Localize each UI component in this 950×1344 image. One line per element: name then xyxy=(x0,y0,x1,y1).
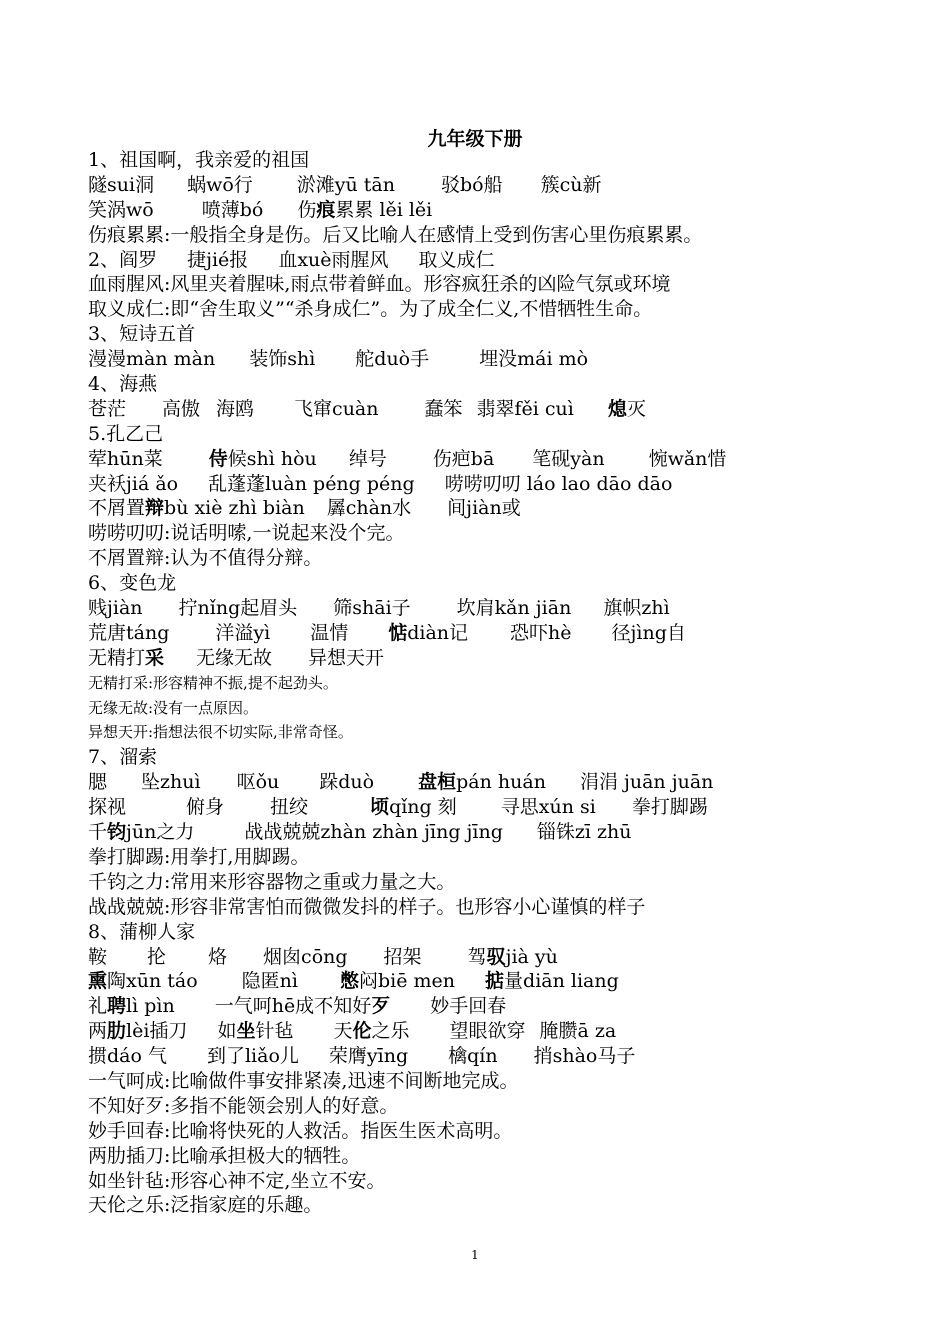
text-segment: 千钧之力:常用来形容器物之重或力量之大。 xyxy=(88,870,456,893)
text-segment: 鞍 xyxy=(88,945,108,968)
text-segment: 贱jiàn xyxy=(88,597,143,620)
text-segment: 取义成仁 xyxy=(418,248,495,271)
bold-character: 惦 xyxy=(388,621,408,644)
text-line xyxy=(88,173,928,198)
text-line xyxy=(88,272,928,297)
text-segment: 烙 xyxy=(208,945,228,968)
text-segment: 唠唠叨叨:说话明嗦,一说起来没个完。 xyxy=(88,522,405,545)
text-segment: 针毡 xyxy=(255,1020,294,1043)
text-segment: 跺duò xyxy=(319,771,375,794)
text-line xyxy=(88,546,928,571)
text-segment: 俯身 xyxy=(186,796,225,819)
bold-character: 聘 xyxy=(107,995,127,1018)
text-segment: 腮 xyxy=(88,771,108,794)
text-segment: 抡 xyxy=(147,945,167,968)
text-segment: 荒唐táng xyxy=(88,621,170,644)
text-line xyxy=(88,994,928,1019)
text-line xyxy=(88,870,928,895)
text-line xyxy=(88,297,928,322)
text-segment: 扭绞 xyxy=(270,796,309,819)
text-segment: 候shì hòu xyxy=(227,447,317,470)
bold-character: 熏 xyxy=(88,970,108,993)
text-segment: 异想天开 xyxy=(308,646,385,669)
text-segment: 如 xyxy=(217,1020,237,1043)
text-segment: 7、溜索 xyxy=(88,746,158,769)
text-segment: 到了liǎo儿 xyxy=(206,1045,299,1068)
text-line xyxy=(88,198,928,223)
text-segment: 笔砚yàn xyxy=(532,447,605,470)
text-segment: 不知好歹:多指不能领会别人的好意。 xyxy=(88,1094,399,1117)
text-segment: 闷biē men xyxy=(359,970,456,993)
text-segment: 礼 xyxy=(88,995,108,1018)
text-line xyxy=(88,845,928,870)
text-segment: 妙手回春:比喻将快死的人救活。指医生医术高明。 xyxy=(88,1119,513,1142)
text-segment: 坎肩kǎn jiān xyxy=(456,597,572,620)
text-segment: 苍茫 xyxy=(88,397,127,420)
text-segment: 血雨腥风:风里夹着腥味,雨点带着鲜血。形容疯狂杀的凶险气氛或环境 xyxy=(88,273,671,296)
text-line xyxy=(88,521,928,546)
text-line xyxy=(88,696,928,721)
text-segment: 飞窜cuàn xyxy=(294,397,379,420)
text-segment: 隧sui洞 xyxy=(88,173,155,196)
text-segment: 漫漫màn màn xyxy=(88,348,216,371)
text-segment: 6、变色龙 xyxy=(88,572,177,595)
text-segment: 舵duò手 xyxy=(355,348,430,371)
document-body xyxy=(88,148,928,1218)
text-segment: 乱蓬蓬luàn péng péng xyxy=(208,472,415,495)
text-line xyxy=(88,745,928,770)
text-segment: jūn之力 xyxy=(126,821,195,844)
text-line xyxy=(88,969,928,994)
text-segment: 4、海燕 xyxy=(88,373,158,396)
text-segment: 翡翠fěi cuì xyxy=(476,397,574,420)
bold-character: 盘桓 xyxy=(418,771,457,794)
text-segment: 5.孔乙己 xyxy=(88,422,164,445)
bold-character: 憋 xyxy=(339,970,359,993)
text-line xyxy=(88,720,928,745)
text-segment: 招架 xyxy=(383,945,422,968)
bold-character: 歹 xyxy=(371,995,391,1018)
text-segment: 寻思xún si xyxy=(500,796,596,819)
text-line xyxy=(88,820,928,845)
text-segment: 蠢笨 xyxy=(424,397,463,420)
text-line xyxy=(88,1144,928,1169)
text-segment: 呕ǒu xyxy=(236,771,280,794)
text-segment: 唠唠叨叨 láo lao dāo dāo xyxy=(444,472,673,495)
text-segment: bù xiè zhì biàn xyxy=(164,497,305,520)
text-segment: 陶xūn táo xyxy=(107,970,198,993)
text-segment: 量diān liang xyxy=(504,970,619,993)
text-segment: 不屑置辩:认为不值得分辩。 xyxy=(88,547,323,570)
text-segment: 温情 xyxy=(310,621,349,644)
text-segment: 坠zhuì xyxy=(141,771,201,794)
bold-character: 钧 xyxy=(107,821,127,844)
text-segment: 荣膺yīng xyxy=(328,1045,409,1068)
text-segment: 无缘无故:没有一点原因。 xyxy=(88,698,259,717)
text-segment: 天 xyxy=(333,1020,353,1043)
text-segment: 烟囱cōng xyxy=(263,945,348,968)
text-segment: 无精打采:形容精神不振,提不起劲头。 xyxy=(88,673,338,692)
text-segment: 战战兢兢zhàn zhàn jīng jīng xyxy=(244,821,503,844)
text-segment: 笑涡wō xyxy=(88,198,154,221)
text-segment: lèi插刀 xyxy=(126,1020,188,1043)
text-segment: 恐吓hè xyxy=(510,621,572,644)
bold-character: 掂 xyxy=(485,970,505,993)
bold-character: 伦 xyxy=(352,1020,372,1043)
text-segment: 2、阎罗 xyxy=(88,248,158,271)
text-segment: 装饰shì xyxy=(249,348,316,371)
text-segment: 径jìng自 xyxy=(611,621,686,644)
text-segment: 灭 xyxy=(626,397,646,420)
text-segment: 捎shào马子 xyxy=(533,1045,636,1068)
bold-character: 侍 xyxy=(208,447,228,470)
text-segment: 无缘无故 xyxy=(196,646,273,669)
text-segment: 两 xyxy=(88,1020,108,1043)
text-segment: 腌臜ā za xyxy=(539,1020,617,1043)
text-segment: 驾 xyxy=(467,945,487,968)
text-segment: 埋没mái mò xyxy=(479,348,589,371)
bold-character: 采 xyxy=(145,646,165,669)
text-segment: 千 xyxy=(88,821,108,844)
text-line xyxy=(88,1044,928,1069)
text-segment: 异想天开:指想法很不切实际,非常奇怪。 xyxy=(88,723,353,742)
text-line xyxy=(88,770,928,795)
text-line xyxy=(88,447,928,472)
text-line xyxy=(88,248,928,273)
text-line xyxy=(88,1169,928,1194)
text-line xyxy=(88,472,928,497)
text-segment: 绰号 xyxy=(348,447,387,470)
text-segment: 驳bó船 xyxy=(441,173,503,196)
text-line xyxy=(88,1193,928,1218)
text-segment: 探视 xyxy=(88,796,127,819)
text-segment: 夹袄jiá ǎo xyxy=(88,472,179,495)
bold-character: 坐 xyxy=(236,1020,256,1043)
text-line xyxy=(88,895,928,920)
text-segment: 拳打脚踢 xyxy=(631,796,708,819)
bold-character: 驭 xyxy=(486,945,506,968)
text-line xyxy=(88,596,928,621)
text-line xyxy=(88,1019,928,1044)
text-segment: 两肋插刀:比喻承担极大的牺牲。 xyxy=(88,1144,361,1167)
text-segment: 之乐 xyxy=(371,1020,410,1043)
text-segment: 取义成仁:即“舍生取义”“杀身成仁”。为了成全仁义,不惜牺牲生命。 xyxy=(88,298,653,321)
text-segment: 1、祖国啊，我亲爱的祖国 xyxy=(88,149,310,171)
text-segment: 洋溢yì xyxy=(215,621,271,644)
text-segment: 3、短诗五首 xyxy=(88,323,196,346)
text-segment: 无精打 xyxy=(88,646,146,669)
bold-character: 痕 xyxy=(316,198,336,221)
text-segment: 战战兢兢:形容非常害怕而微微发抖的样子。也形容小心谨慎的样子 xyxy=(88,895,646,918)
text-segment: 高傲 xyxy=(162,397,201,420)
text-segment: 隐匿nì xyxy=(241,970,298,993)
text-segment: 一气呵hē成 xyxy=(214,995,315,1018)
text-segment: 天伦之乐:泛指家庭的乐趣。 xyxy=(88,1194,323,1217)
text-line xyxy=(88,347,928,372)
text-line xyxy=(88,945,928,970)
text-line xyxy=(88,322,928,347)
text-segment: 如坐针毡:形容心神不定,坐立不安。 xyxy=(88,1169,386,1192)
text-segment: 伤痕累累:一般指全身是伤。后又比喻人在感情上受到伤害心里伤痕累累。 xyxy=(88,223,703,246)
text-segment: 锱铢zī zhū xyxy=(536,821,632,844)
text-line xyxy=(88,1094,928,1119)
bold-character: 顷 xyxy=(370,796,390,819)
text-line xyxy=(88,1119,928,1144)
text-line xyxy=(88,621,928,646)
text-segment: 一气呵成:比喻做件事安排紧凑,迅速不间断地完成。 xyxy=(88,1069,519,1092)
text-line xyxy=(88,671,928,696)
text-segment: pán huán xyxy=(456,771,546,794)
text-segment: 荤hūn菜 xyxy=(88,447,163,470)
page-number: 1 xyxy=(471,1248,479,1262)
text-line xyxy=(88,372,928,397)
text-segment: 惋wǎn惜 xyxy=(648,447,727,470)
text-segment: qǐng 刻 xyxy=(389,796,457,819)
text-segment: 不知好 xyxy=(314,995,372,1018)
text-segment: 喷薄bó xyxy=(201,198,264,221)
text-segment: 妙手回春 xyxy=(430,995,507,1018)
text-segment: 血xuè雨腥风 xyxy=(278,248,389,271)
text-segment: 望眼欲穿 xyxy=(449,1020,526,1043)
text-segment: lì pìn xyxy=(126,995,175,1018)
text-line xyxy=(88,795,928,820)
text-segment: 累累 lěi lěi xyxy=(335,198,433,221)
bold-character: 肋 xyxy=(107,1020,127,1043)
text-line xyxy=(88,223,928,248)
text-segment: 掼dáo 气 xyxy=(88,1045,167,1068)
text-segment: 涓涓 juān juān xyxy=(579,771,714,794)
text-segment: 8、蒲柳人家 xyxy=(88,920,196,943)
text-segment: 筛shāi子 xyxy=(333,597,411,620)
text-line xyxy=(88,920,928,945)
text-segment: 羼chàn水 xyxy=(326,497,412,520)
text-segment: 捷jié报 xyxy=(187,248,249,271)
text-segment: 不屑置 xyxy=(88,497,146,520)
text-line xyxy=(88,646,928,671)
text-line xyxy=(88,571,928,596)
text-segment: 伤 xyxy=(297,198,317,221)
page-title: 九年级下册 xyxy=(427,128,523,150)
bold-character: 辩 xyxy=(145,497,165,520)
text-line xyxy=(88,496,928,521)
text-segment: 海鸥 xyxy=(216,397,255,420)
text-segment: 旗帜zhì xyxy=(603,597,670,620)
text-segment: 伤疤bā xyxy=(432,447,495,470)
text-segment: 檎qín xyxy=(448,1045,498,1068)
text-segment: 蜗wō行 xyxy=(187,173,253,196)
bold-character: 熄 xyxy=(607,397,627,420)
text-line xyxy=(88,148,928,173)
text-segment: 拳打脚踢:用拳打,用脚踢。 xyxy=(88,845,310,868)
text-segment: 间jiàn或 xyxy=(447,497,521,520)
text-segment: jià yù xyxy=(505,945,558,968)
text-line xyxy=(88,397,928,422)
text-segment: 淤滩yū tān xyxy=(296,173,395,196)
text-line xyxy=(88,1069,928,1094)
text-segment: 簇cù新 xyxy=(540,173,602,196)
text-line xyxy=(88,422,928,447)
text-segment: diàn记 xyxy=(407,621,469,644)
text-segment: 拧nǐng起眉头 xyxy=(178,597,298,620)
